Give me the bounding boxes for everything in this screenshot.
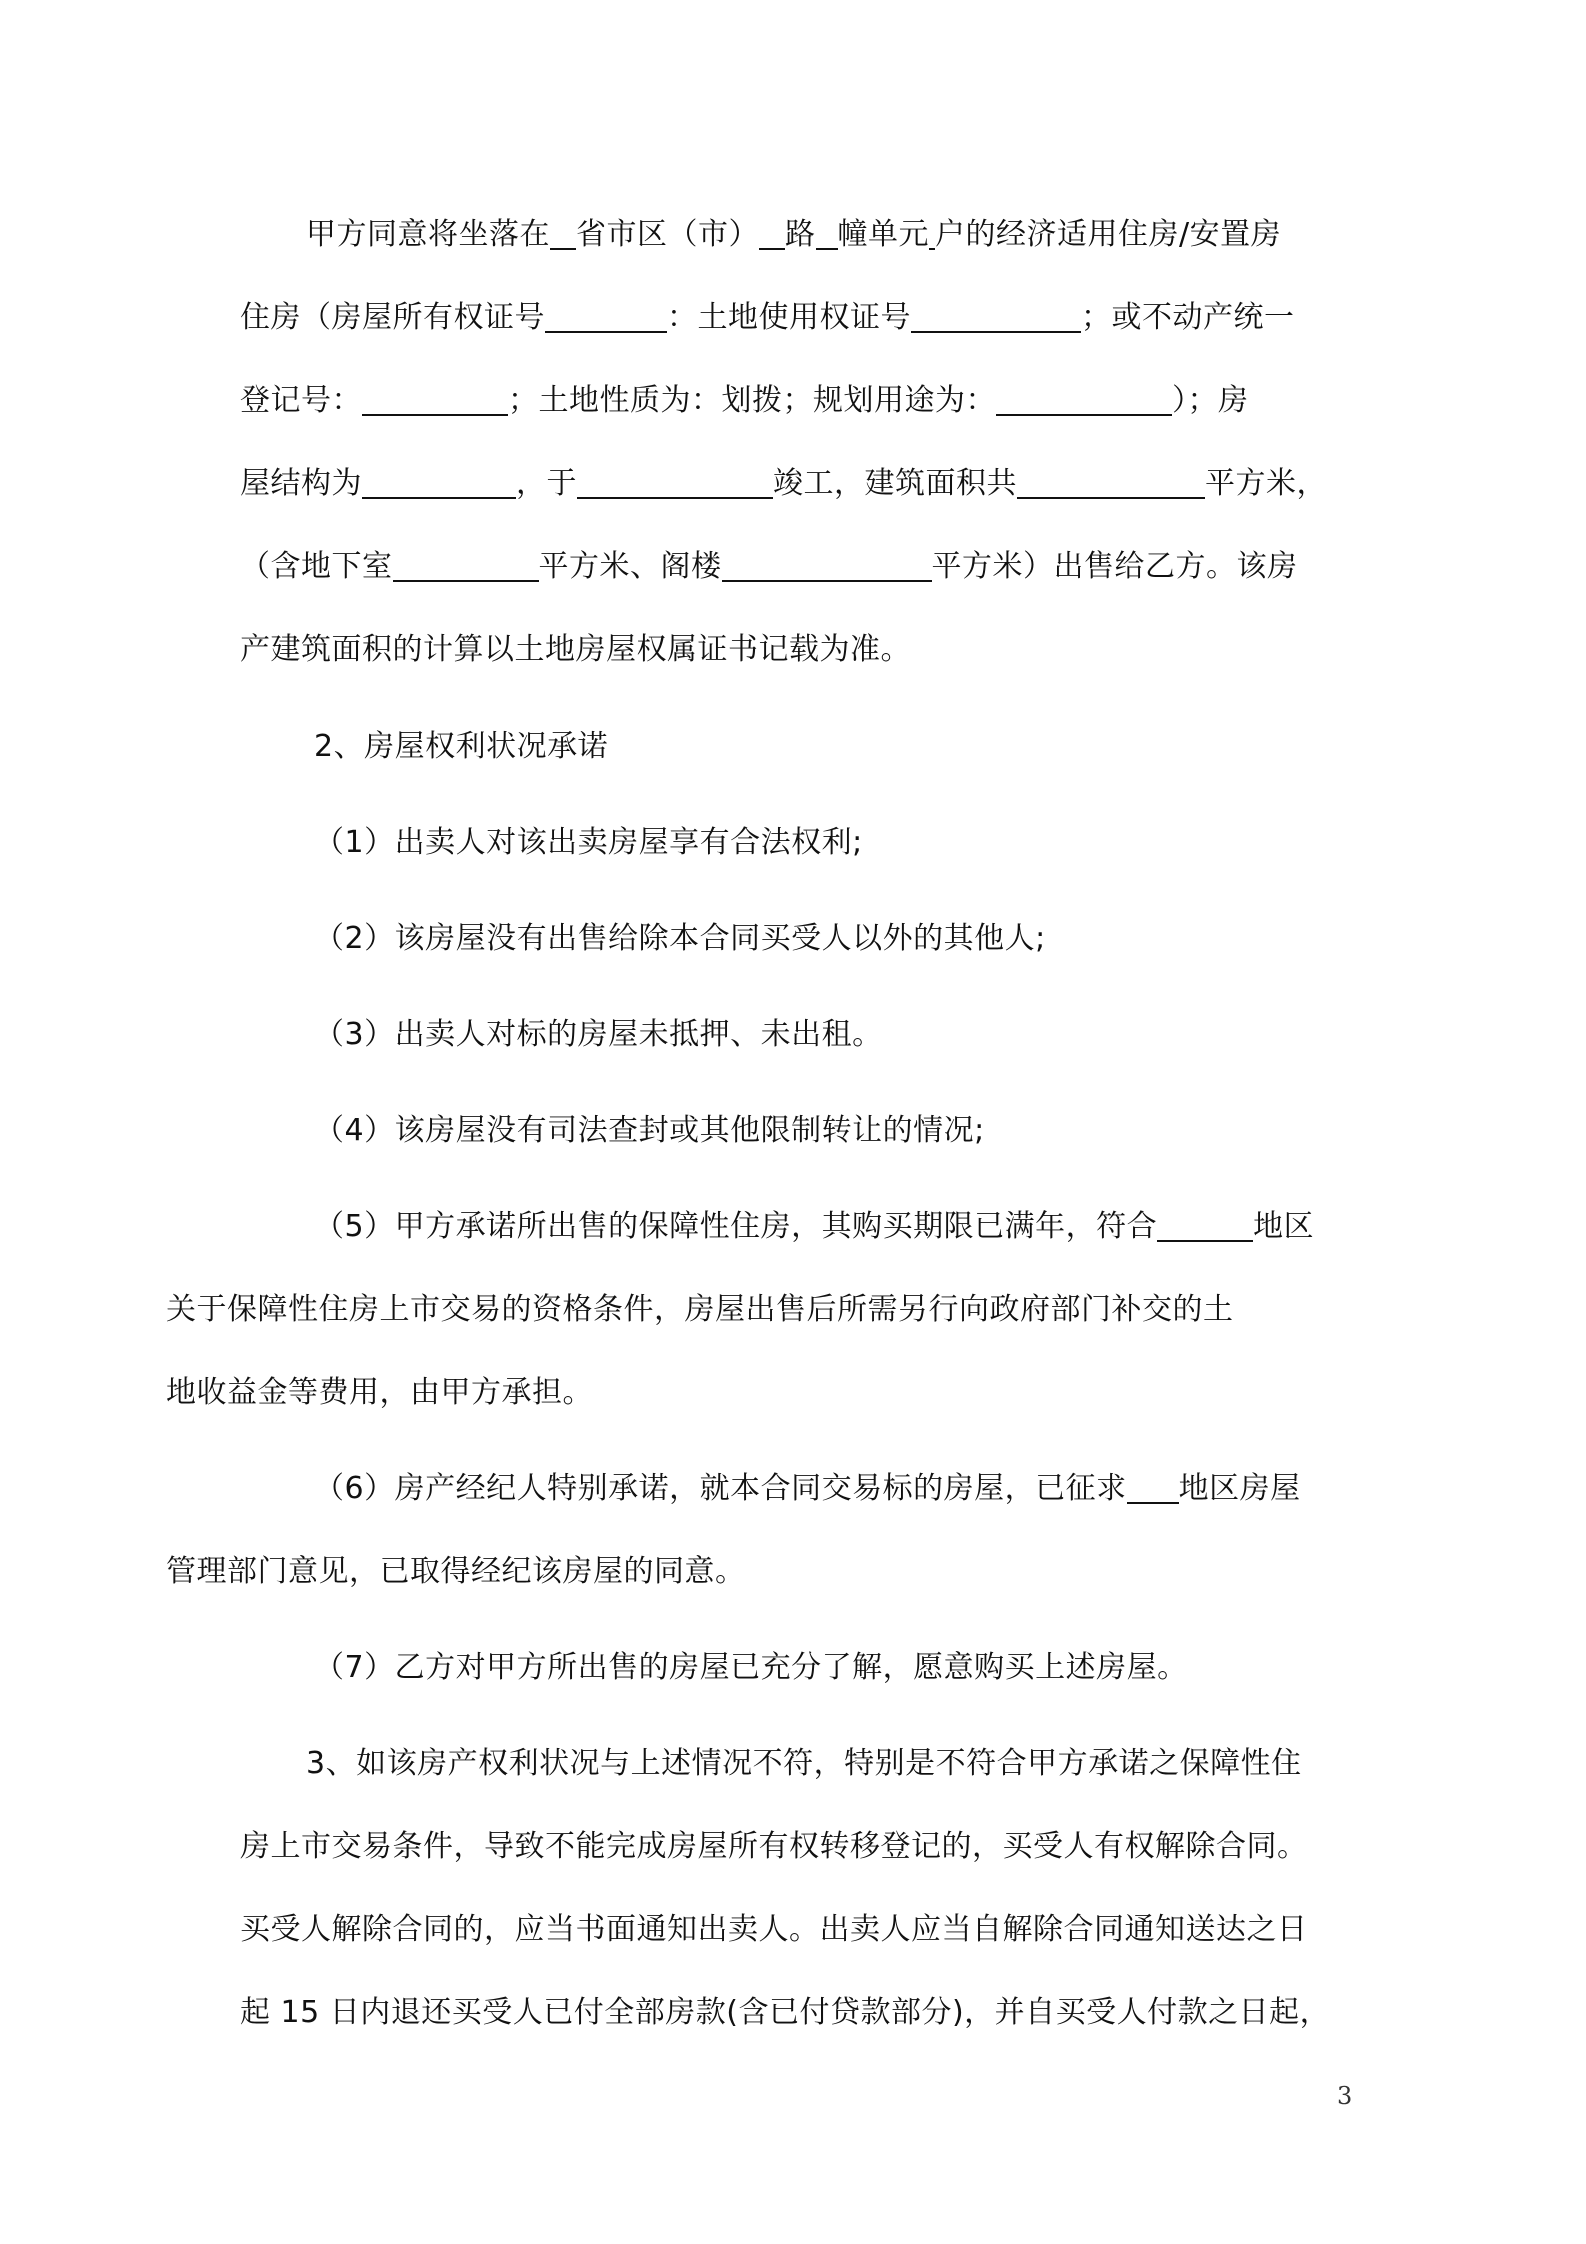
item-text: （3）出卖人对标的房屋未抵押、未出租。	[314, 1017, 883, 1052]
item-5	[166, 1185, 1356, 1434]
item-text: 地收益金等费用，由甲方承担。	[166, 1375, 593, 1410]
text-segment: 竣工，建筑面积共	[773, 466, 1017, 501]
text-segment: ）；房	[1172, 383, 1249, 418]
text-segment: ；土地性质为：划拨；规划用途为：	[508, 383, 996, 418]
text-segment: 住房（房屋所有权证号	[240, 300, 545, 335]
item-text: 地区房屋	[1178, 1471, 1301, 1506]
section-2-title	[240, 705, 1356, 788]
item-text: 管理部门意见，已取得经纪该房屋的同意。	[166, 1554, 746, 1589]
text-segment: 户的经济适用住房/安置房	[935, 217, 1282, 252]
text-segment: 平方米）出售给乙方。该房	[931, 549, 1298, 584]
item-text: （4）该房屋没有司法查封或其他限制转让的情况;	[314, 1113, 985, 1148]
item-1	[240, 801, 1356, 884]
text-segment: （含地下室	[240, 549, 393, 584]
text-segment: 3、如该房产权利状况与上述情况不符，特别是不符合甲方承诺之保障性住	[306, 1746, 1302, 1781]
text-segment: 单元	[868, 217, 929, 252]
blank-registration-number	[362, 382, 508, 416]
blank-basement-area	[393, 548, 539, 582]
blank-planned-use	[996, 382, 1172, 416]
item-text: 关于保障性住房上市交易的资格条件，房屋出售后所需另行向政府部门补交的土	[166, 1292, 1234, 1327]
blank-region	[1157, 1208, 1253, 1242]
item-text: （2）该房屋没有出售给除本合同买受人以外的其他人;	[314, 921, 1046, 956]
item-4	[240, 1089, 1356, 1172]
text-segment: 平方米，	[1205, 466, 1327, 501]
text-segment: 屋结构为	[240, 466, 362, 501]
text-segment: 平方米、阁楼	[538, 549, 722, 584]
item-7	[240, 1626, 1356, 1709]
item-5-line-3	[166, 1351, 593, 1434]
text-segment: 登记号：	[240, 383, 362, 418]
blank-structure	[362, 465, 516, 499]
text-segment: 路	[785, 217, 816, 252]
text-segment: 房上市交易条件，导致不能完成房屋所有权转移登记的，买受人有权解除合同。	[240, 1829, 1308, 1864]
item-text: （6）房产经纪人特别承诺，就本合同交易标的房屋，已征求	[314, 1471, 1127, 1506]
item-text: 地区	[1253, 1209, 1315, 1244]
page-number: 3	[1337, 2082, 1353, 2110]
blank-land-cert	[911, 299, 1081, 333]
text-segment: 省市区（市）	[576, 217, 759, 252]
blank-building	[816, 216, 838, 250]
text-segment: 起 15 日内退还买受人已付全部房款(含已付贷款部分)，并自买受人付款之日起，	[240, 1995, 1331, 2030]
text-segment: 产建筑面积的计算以土地房屋权属证书记载为准。	[240, 632, 911, 667]
item-2	[240, 897, 1356, 980]
paragraph-property-description	[240, 193, 1356, 691]
blank-floor-area	[1017, 465, 1205, 499]
section-title-text: 2、房屋权利状况承诺	[314, 729, 609, 764]
text-segment: ：土地使用权证号	[667, 300, 911, 335]
item-5-line-2	[166, 1268, 1234, 1351]
paragraph-3	[240, 1722, 1356, 2054]
item-6-line-2	[166, 1530, 746, 1613]
blank-completion-date	[577, 465, 773, 499]
item-text: （5）甲方承诺所出售的保障性住房，其购买期限已满年，符合	[314, 1209, 1158, 1244]
blank-attic-area	[722, 548, 932, 582]
blank-road	[759, 216, 785, 250]
text-segment: ；或不动产统一	[1081, 300, 1295, 335]
text-segment: ，于	[516, 466, 577, 501]
text-segment: 幢	[837, 217, 868, 252]
text-segment: 买受人解除合同的，应当书面通知出卖人。出卖人应当自解除合同通知送达之日	[240, 1912, 1308, 1947]
item-3	[240, 993, 1356, 1076]
item-text: （1）出卖人对该出卖房屋享有合法权利;	[314, 825, 863, 860]
blank-region-2	[1127, 1470, 1179, 1504]
blank-province	[550, 216, 576, 250]
text-segment: 甲方同意将坐落在	[306, 217, 550, 252]
item-text: （7）乙方对甲方所出售的房屋已充分了解，愿意购买上述房屋。	[314, 1650, 1188, 1685]
blank-ownership-cert	[545, 299, 667, 333]
item-6	[166, 1447, 1356, 1613]
